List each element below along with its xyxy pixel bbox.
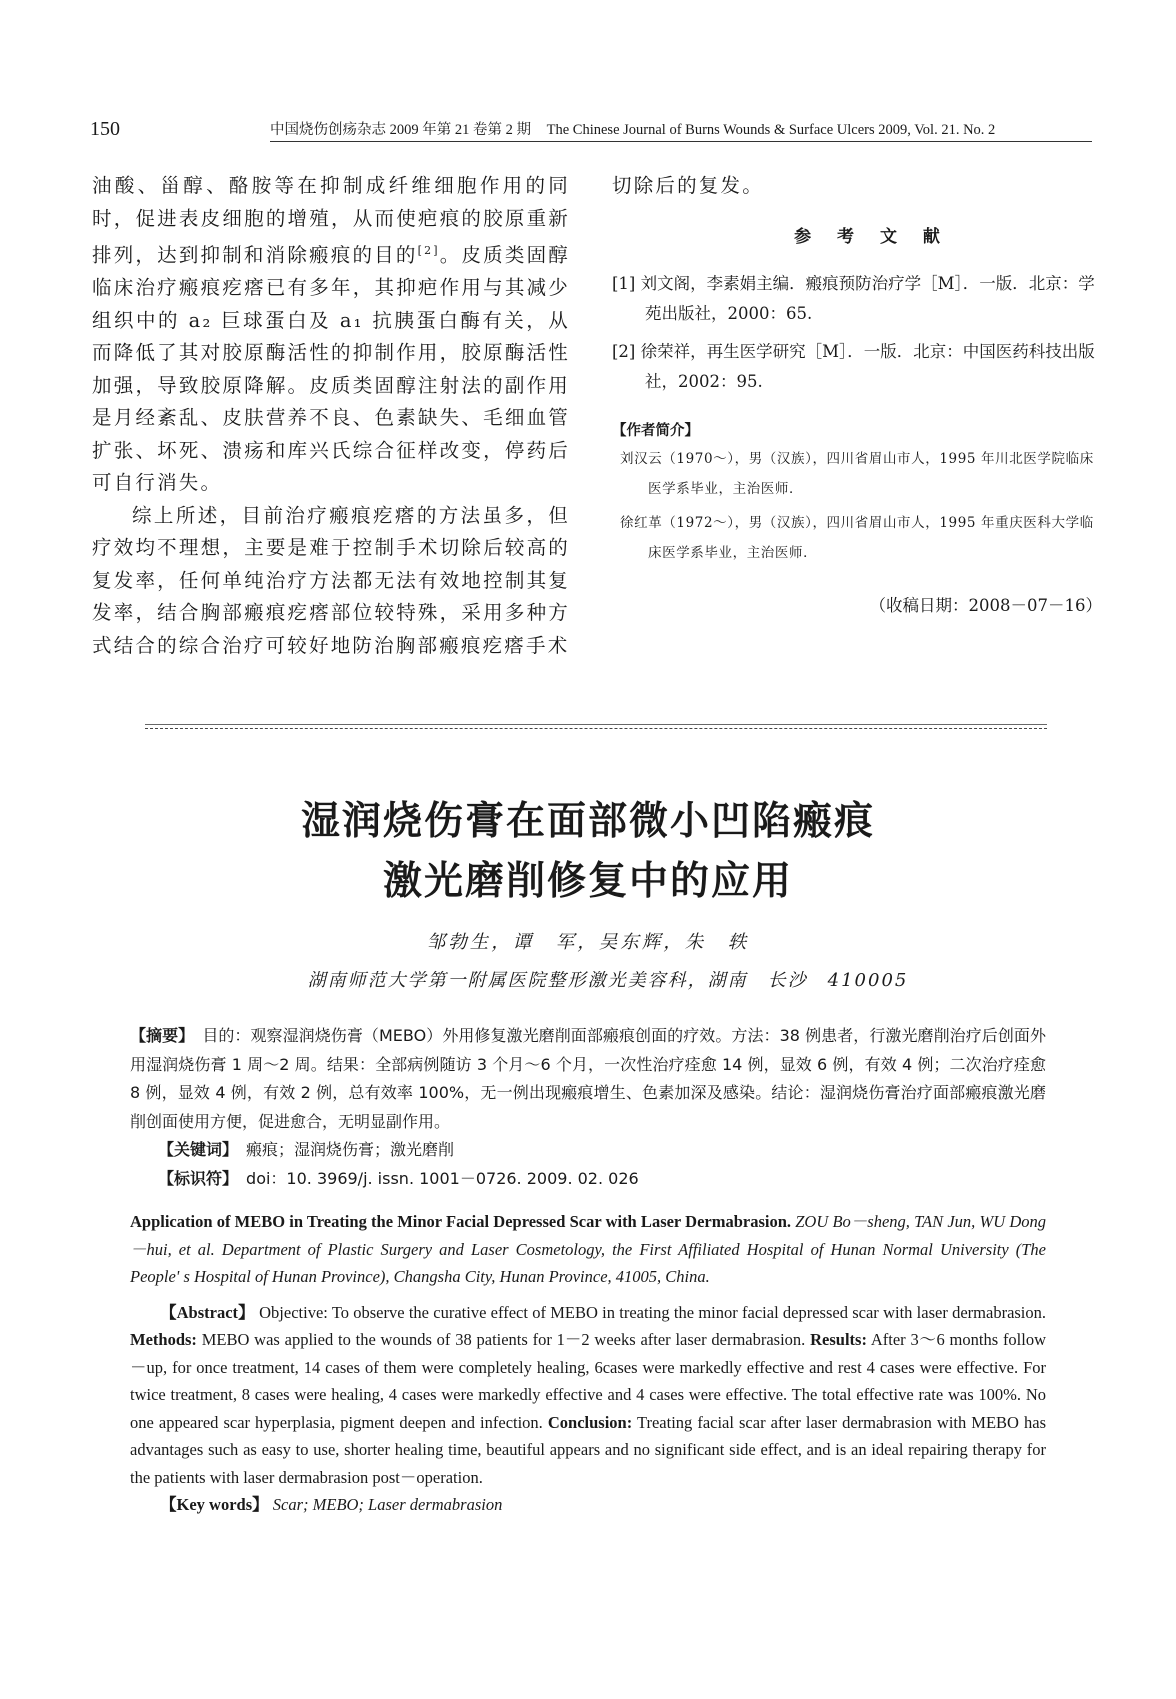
doi-text: doi：10. 3969/j. issn. 1001－0726. 2009. 02. 026	[246, 1168, 639, 1188]
author-list: 邹勃生，谭 军，吴东辉，朱 轶	[426, 932, 750, 953]
english-title: Application of MEBO in Treating the Minor Facial Depressed Scar with Laser Dermabrasion.	[130, 1212, 792, 1231]
journal-title-en: The Chinese Journal of Burns Wounds & Surface Ulcers 2009, Vol. 21. No. 2	[546, 122, 996, 138]
continued-text: 切除后的复发。	[612, 174, 764, 197]
left-column	[92, 170, 570, 662]
received-date: （收稿日期：2008－07－16）	[869, 596, 1102, 615]
abstract-label: 【摘要】	[130, 1026, 187, 1045]
body-paragraph-2: 综上所述，目前治疗瘢痕疙瘩的方法虽多，但疗效均不理想，主要是难于控制手术切除后较高的复发率，任何单纯治疗方法都无法有效地控制其复发率，结合胸部瘢痕疙瘩部位较特殊，采用多种方式结合的综合治疗可较好地防治胸部瘢痕疙瘩手术	[92, 503, 570, 657]
right-column	[612, 170, 1102, 616]
identifier-line: 【标识符】 doi：10. 3969/j. issn. 1001－0726. 2009. 02. 026	[158, 1168, 639, 1188]
article-title-line-2: 激光磨削修复中的应用	[382, 859, 793, 904]
author-bio: 刘汉云（1970～），男（汉族），四川省眉山市人，1995 年川北医学院临床医学系毕业，主治医师．	[620, 451, 1094, 497]
keywords-text: 瘢痕；湿润烧伤膏；激光磨削	[246, 1140, 455, 1159]
english-abstract	[130, 1208, 1046, 1519]
abstract-text: 目的：观察湿润烧伤膏（MEBO）外用修复激光磨削面部瘢痕创面的疗效。方法：38 例患者，行激光磨削治疗后创面外用湿润烧伤膏 1 周～2 周。结果：全部病例随访 3 个月～6 个月，一次性治疗痊愈 14 例，显效 6 例，有效 4 例；二次治疗痊愈 8 例，显效 4 例，有效 2 例，总有效率 100%，无一例出现瘢痕增生、色素加深及感染。结论：湿润烧伤膏治疗面部瘢痕激光磨削创面使用方便，促进愈合，无明显副作用。	[130, 1026, 1046, 1131]
article-title-line-1: 湿润烧伤膏在面部微小凹陷瘢痕	[300, 799, 875, 844]
section-divider-dashed	[145, 728, 1047, 729]
reference-item: [2] 徐荣祥，再生医学研究［M］．一版．北京：中国医药科技出版社，2002：95.	[612, 342, 1095, 391]
references-heading: 参 考 文 献	[794, 227, 950, 247]
page-number: 150	[90, 118, 120, 140]
english-byline: ZOU Bo－sheng, TAN Jun, WU Dong－hui, et al. Department of Plastic Surgery and Laser Cosmetology, the First Affiliated Hospital of Hunan Normal University (The People' s Hospital of Hunan Province), Changsha City, Hunan Province, 41005, China.	[130, 1212, 1046, 1286]
running-header	[270, 118, 1092, 142]
chinese-abstract	[130, 1022, 1046, 1193]
author-bio: 徐红革（1972～），男（汉族），四川省眉山市人，1995 年重庆医科大学临床医学系毕业，主治医师．	[620, 515, 1094, 561]
abstract-paragraph	[130, 1022, 1046, 1136]
author-bio-heading: 【作者简介】	[612, 422, 699, 439]
english-abstract-paragraph: 【Abstract】 Objective: To observe the curative effect of MEBO in treating the minor facial depressed scar with laser dermabrasion. Methods: MEBO was applied to the wounds of 38 patients for 1－2 weeks after laser dermabrasion. Results: After 3～6 months follow－up, for once treatment, 14 cases of them were completely healing, 6cases were markedly effective and rest 4 cases were effective. For twice treatment, 8 cases were healing, 4 cases were markedly effective and 4 cases were effective. The total effective rate was 100%. No one appeared scar hyperplasia, pigment deepen and infection. Conclusion: Treating facial scar after laser dermabrasion with MEBO has advantages such as easy to use, shorter healing time, beautiful appears and no significant side effect, and is an ideal repairing therapy for the patients with laser dermabrasion post－operation.	[130, 1302, 1047, 1487]
reference-item: [1] 刘文阁，李素娟主编．瘢痕预防治疗学［M］．一版．北京：学苑出版社，2000：65.	[612, 274, 1095, 323]
body-paragraph-1: 油酸、甾醇、酪胺等在抑制成纤维细胞作用的同时，促进表皮细胞的增殖，从而使疤痕的胶原重新排列，达到抑制和消除瘢痕的目的[2]。皮质类固醇临床治疗瘢痕疙瘩已有多年，其抑疤作用与其减少组织中的 a₂ 巨球蛋白及 a₁ 抗胰蛋白酶有关，从而降低了其对胶原酶活性的抑制作用，胶原酶活性加强，导致胶原降解。皮质类固醇注射法的副作用是月经紊乱、皮肤营养不良、色素缺失、毛细血管扩张、坏死、溃疡和库兴氏综合征样改变，停药后可自行消失。	[92, 174, 570, 494]
english-keywords-line: 【Key words】 Scar; MEBO; Laser dermabrasion	[160, 1495, 503, 1514]
journal-title-cn: 中国烧伤创疡杂志 2009 年第 21 卷第 2 期	[270, 122, 531, 138]
keywords-line: 【关键词】 瘢痕；湿润烧伤膏；激光磨削	[158, 1140, 455, 1159]
affiliation: 湖南师范大学第一附属医院整形激光美容科，湖南 长沙 410005	[307, 970, 909, 991]
section-divider	[145, 724, 1047, 725]
english-title-paragraph	[130, 1208, 1046, 1291]
citation-marker: [2]	[417, 244, 440, 257]
